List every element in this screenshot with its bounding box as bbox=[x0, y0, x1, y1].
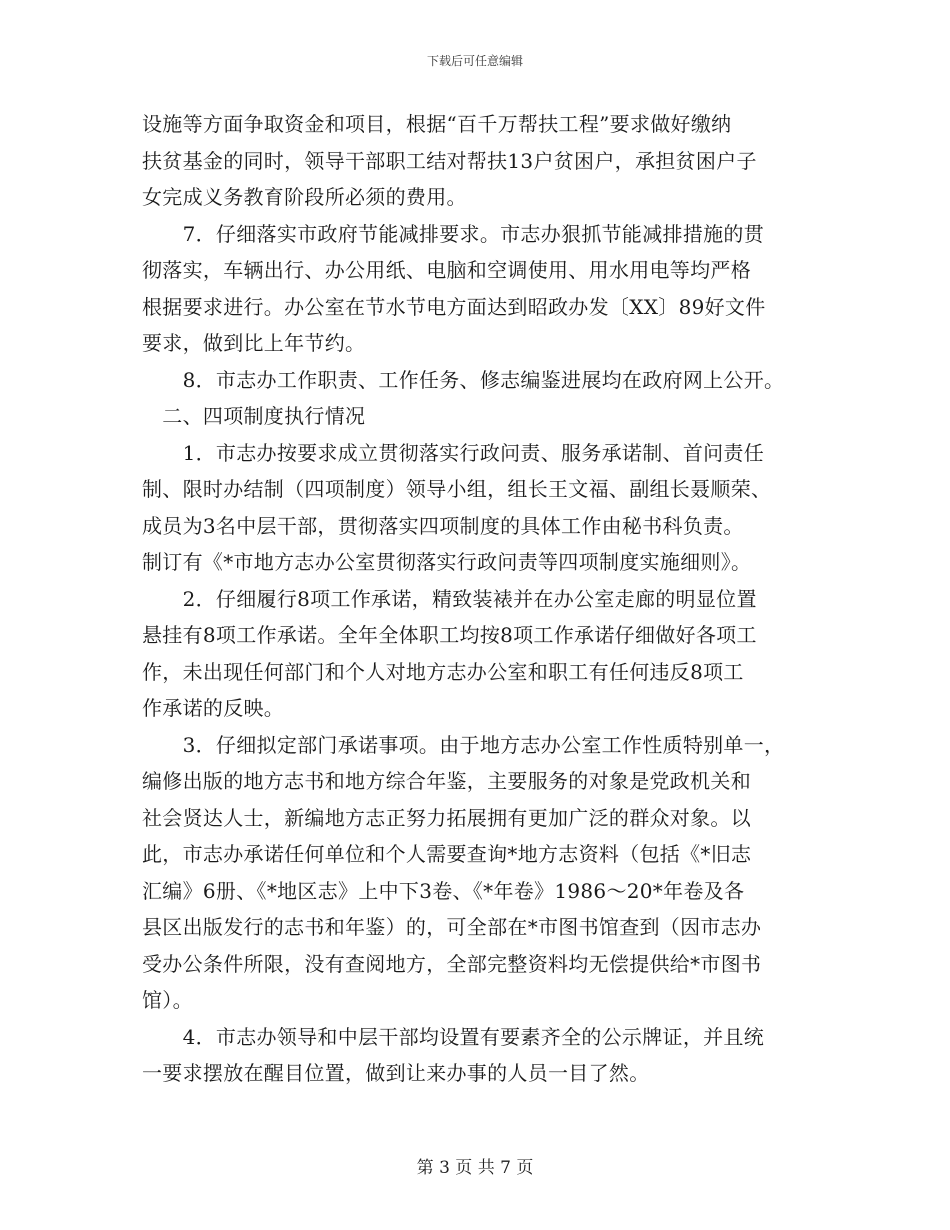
text-line: 8．市志办工作职责、工作任务、修志编鉴进展均在政府网上公开。 bbox=[142, 367, 785, 392]
text-line: 根据要求进行。办公室在节水节电方面达到昭政办发〔XX〕89好文件 bbox=[142, 294, 766, 319]
text-line: 扶贫基金的同时，领导干部职工结对帮扶13户贫困户，承担贫困户子 bbox=[142, 148, 757, 173]
text-line: 县区出版发行的志书和年鉴）的，可全部在*市图书馆查到（因市志办 bbox=[142, 915, 762, 939]
text-line: 女完成义务教育阶段所必须的费用。 bbox=[142, 185, 467, 209]
text-line: 彻落实，车辆出行、办公用纸、电脑和空调使用、用水用电等均严格 bbox=[142, 258, 751, 282]
text-line: 悬挂有8项工作承诺。全年全体职工均按8项工作承诺仔细做好各项工 bbox=[142, 623, 757, 647]
page-header: 下载后可任意编辑 bbox=[426, 54, 523, 68]
text-line: 汇编》6册、《*地区志》上中下3卷、《*年卷》1986～20*年卷及各 bbox=[142, 878, 745, 903]
text-line: 作，未出现任何部门和个人对地方志办公室和职工有任何违反8项工 bbox=[142, 659, 744, 684]
text-line: 4．市志办领导和中层干部均设置有要素齐全的公示牌证，并且统 bbox=[142, 1024, 765, 1049]
text-line: 1．市志办按要求成立贯彻落实行政问责、服务承诺制、首问责任 bbox=[142, 440, 765, 465]
text-line: 3．仔细拟定部门承诺事项。由于地方志办公室工作性质特别单一， bbox=[142, 732, 785, 757]
text-line: 馆）。 bbox=[142, 988, 193, 1012]
section-heading: 二、四项制度执行情况 bbox=[142, 404, 366, 428]
text-line: 制、限时办结制（四项制度）领导小组，组长王文福、副组长聂顺荣、 bbox=[142, 477, 772, 501]
text-line: 2．仔细履行8项工作承诺，精致装裱并在办公室走廊的明显位置 bbox=[142, 586, 757, 611]
page-number-footer: 第 3 页 共 7 页 bbox=[416, 1158, 534, 1178]
text-line: 要求，做到比上年节约。 bbox=[142, 331, 366, 355]
text-line: 成员为3名中层干部，贯彻落实四项制度的具体工作由秘书科负责。 bbox=[142, 513, 744, 538]
text-line: 制订有《*市地方志办公室贯彻落实行政问责等四项制度实施细则》。 bbox=[142, 550, 752, 574]
text-line: 一要求摆放在醒目位置，做到让来办事的人员一目了然。 bbox=[142, 1061, 650, 1085]
text-line: 7．仔细落实市政府节能减排要求。市志办狠抓节能减排措施的贯 bbox=[142, 221, 765, 246]
text-line: 此，市志办承诺任何单位和个人需要查询*地方志资料（包括《*旧志 bbox=[142, 842, 752, 866]
document-body bbox=[142, 106, 822, 1092]
text-line: 设施等方面争取资金和项目，根据“百千万帮扶工程”要求做好缴纳 bbox=[142, 112, 732, 136]
text-line: 社会贤达人士，新编地方志正努力拓展拥有更加广泛的群众对象。以 bbox=[142, 805, 751, 830]
text-line: 编修出版的地方志书和地方综合年鉴，主要服务的对象是党政机关和 bbox=[142, 769, 751, 793]
text-line: 受办公条件所限，没有查阅地方，全部完整资料均无偿提供给*市图书 bbox=[142, 951, 762, 976]
text-line: 作承诺的反映。 bbox=[142, 696, 285, 720]
